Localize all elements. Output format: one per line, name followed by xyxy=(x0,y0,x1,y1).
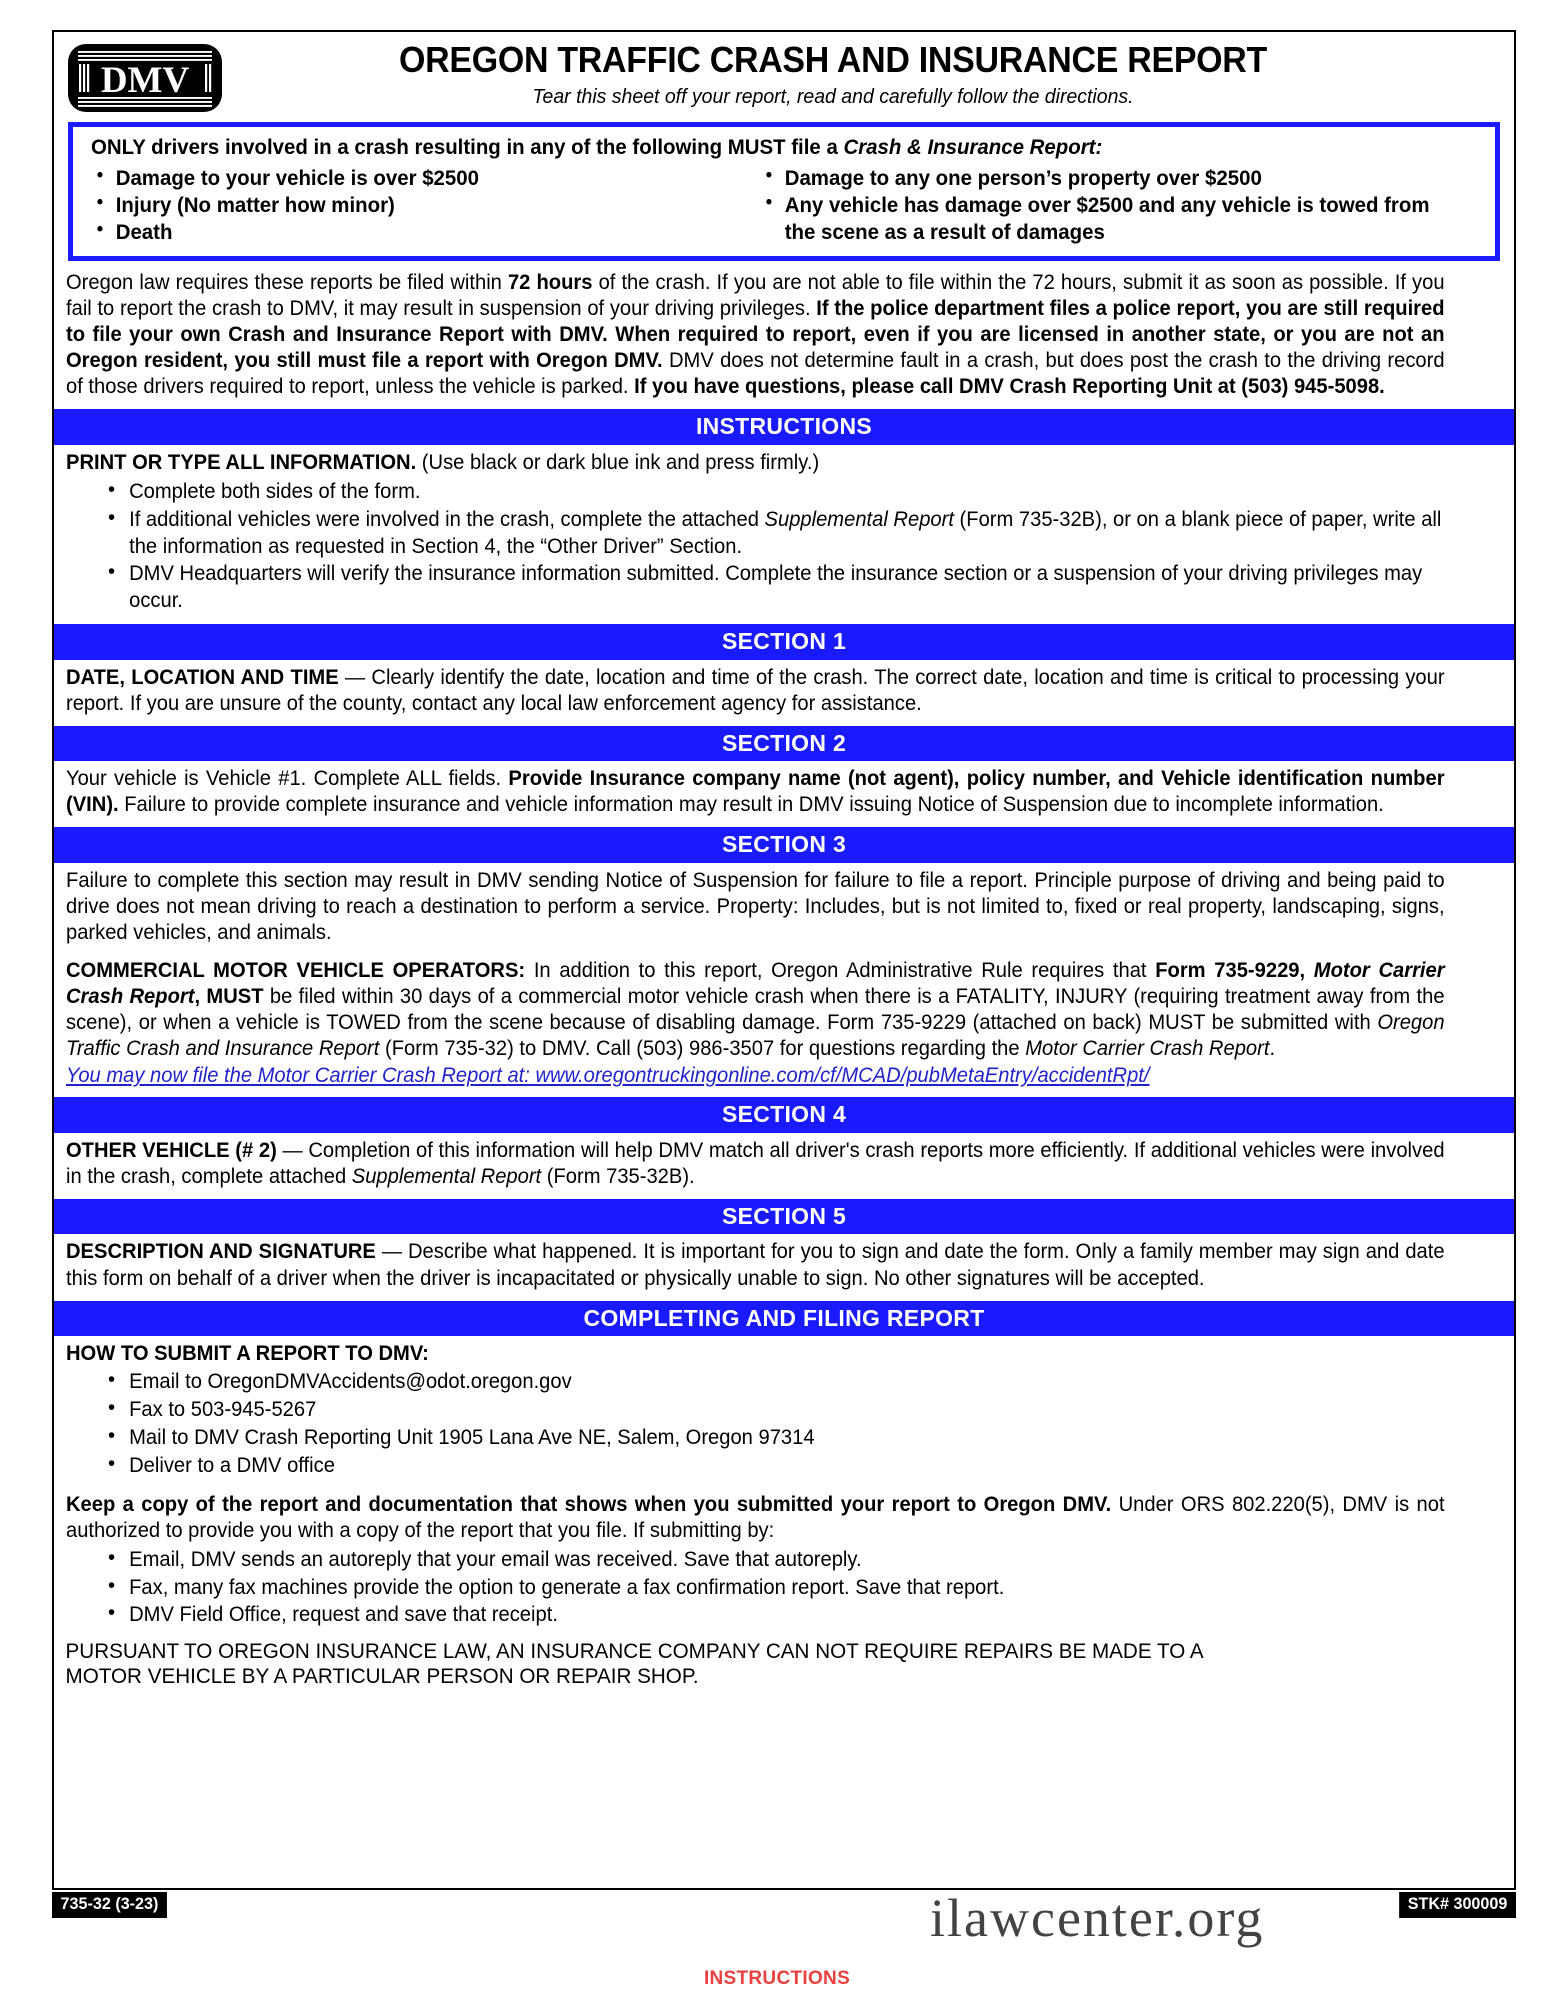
list-item xyxy=(108,507,1446,561)
list-item: • Any vehicle has damage over $2500 and any vehicle is towed from the scene as a result of damages xyxy=(760,192,1449,246)
list-item: • Damage to any one person’s property over $2500 xyxy=(760,165,1449,192)
section-bar-5: SECTION 5 xyxy=(54,1199,1514,1235)
intro-seg-1: Oregon law requires these reports be filed within xyxy=(66,271,508,295)
motor-carrier-url-link[interactable]: You may now file the Motor Carrier Crash Report at: www.oregontruckingonline.com/cf/MCAD/pubMetaEntry/accidentRpt/ xyxy=(66,1064,1150,1088)
cmv-report-title-3: Motor Carrier Crash Report xyxy=(1025,1037,1270,1061)
closing-line-1: PURSUANT TO OREGON INSURANCE LAW, AN INSURANCE COMPANY CAN NOT REQUIRE REPAIRS BE MADE TO A xyxy=(65,1639,1204,1664)
section1-body: — Clearly identify the date, location and time of the crash. The correct date, location and time is critical to processing your report. If you are unsure of the county, contact any local law enforcement agency for assistance. xyxy=(66,665,1445,715)
svg-text:DMV: DMV xyxy=(100,60,190,101)
section2-seg-3: Failure to provide complete insurance and vehicle information may result in DMV issuing Notice of Suspension due to incomplete information. xyxy=(118,793,1384,817)
notice-left-bullet-list xyxy=(91,165,760,246)
intro-seg-3: of the crash. If you are not able to file within the 72 hours, submit it as soon as possible. If you fail to report the crash to DMV, it may result in suspension of your driving privileges. xyxy=(66,271,1445,321)
section4-seg-1: — Completion of this information will help DMV match all driver's crash reports more efficiently. If additional vehicles were involved in the crash, complete attached xyxy=(66,1138,1445,1188)
cmv-form-number: Form 735-9229, xyxy=(1155,959,1306,983)
dmv-logo-icon xyxy=(66,42,224,114)
stock-number-badge: STK# 300009 xyxy=(1399,1892,1516,1918)
list-item: • Fax to 503-945-5267 xyxy=(108,1397,1446,1424)
instructions-lead-bold: PRINT OR TYPE ALL INFORMATION. xyxy=(66,450,417,474)
list-item: • Fax, many fax machines provide the option to generate a fax confirmation report. Save that report. xyxy=(108,1575,1446,1602)
list-item: • DMV Field Office, request and save that receipt. xyxy=(108,1602,1446,1629)
section5-body: — Describe what happened. It is important for you to sign and date the form. Only a family member may sign and date this form on behalf of a driver when the driver is incapacitated or physically unable to sign. No other signatures will be accepted. xyxy=(66,1240,1445,1290)
list-item: • Deliver to a DMV office xyxy=(108,1453,1446,1480)
closing-line-2: MOTOR VEHICLE BY A PARTICULAR PERSON OR REPAIR SHOP. xyxy=(65,1663,699,1688)
bullet-text-rest: (Form 735-32B), or on a blank piece of paper, write all the information as requested in Section 4, the “Other Driver” Section. xyxy=(129,507,1442,558)
watermark: ilawcenter.org xyxy=(930,1888,1265,1948)
list-item: • Damage to your vehicle is over $2500 xyxy=(91,165,727,192)
notice-heading xyxy=(91,135,1415,161)
cmv-seg-4: . xyxy=(1269,1037,1276,1061)
section-bar-3: SECTION 3 xyxy=(54,827,1514,863)
list-item: • Injury (No matter how minor) xyxy=(91,192,727,219)
intro-seg-4: If the police department files a police report, you are still required to file your own Crash and Insurance Report with DMV. When required to report, even if you are licensed in another state, or you are not an Oregon resident, you still must file a report with Oregon DMV. xyxy=(66,297,1445,373)
list-item: • Death xyxy=(91,219,727,246)
form-number-badge: 735-32 (3-23) xyxy=(52,1892,167,1918)
section2-seg-2: Provide Insurance company name (not agent), policy number, and Vehicle identification number (VIN). xyxy=(66,767,1445,817)
notice-heading-italic: Crash & Insurance Report: xyxy=(843,135,1103,159)
document-header xyxy=(54,32,1514,116)
section-bar-filing: COMPLETING AND FILING REPORT xyxy=(54,1301,1514,1337)
section5-lead: DESCRIPTION AND SIGNATURE xyxy=(66,1240,376,1264)
section-bar-4: SECTION 4 xyxy=(54,1097,1514,1133)
cmv-report-title-2: Oregon Traffic Crash and Insurance Report xyxy=(66,1011,1445,1061)
eligibility-notice-box xyxy=(68,122,1500,261)
section2-paragraph xyxy=(66,766,1445,818)
list-item xyxy=(108,479,1446,506)
section-bar-instructions: INSTRUCTIONS xyxy=(54,409,1514,445)
intro-contact-phone: If you have questions, please call DMV Crash Reporting Unit at (503) 945-5098. xyxy=(634,375,1385,399)
section3-paragraph-1: Failure to complete this section may result in DMV sending Notice of Suspension for failure to file a report. Principle purpose of driving and being paid to drive does not mean driving to reach a destination to perform a service. Property: Includes, but is not limited to, fixed or real property, landscaping, signs, parked vehicles, and animals. xyxy=(66,869,1445,945)
section4-supplemental-report: Supplemental Report xyxy=(351,1164,542,1188)
keep-copy-paragraph xyxy=(66,1492,1445,1544)
document-frame xyxy=(52,30,1516,1890)
section-bar-1: SECTION 1 xyxy=(54,624,1514,660)
intro-seg-5: DMV does not determine fault in a crash, but does post the crash to the driving record of those drivers required to report, unless the vehicle is parked. xyxy=(66,349,1445,399)
cmv-seg-2: be filed within 30 days of a commercial motor vehicle crash when there is a FATALITY, INJURY (requiring treatment away from the scene), or when a vehicle is TOWED from the scene because of disabling damage. Form 735-9229 (attached on back) MUST be submitted with xyxy=(66,985,1445,1035)
section4-paragraph xyxy=(66,1138,1445,1190)
list-item: • Mail to DMV Crash Reporting Unit 1905 Lana Ave NE, Salem, Oregon 97314 xyxy=(108,1425,1446,1452)
list-item: • Email to OregonDMVAccidents@odot.oregon.gov xyxy=(108,1369,1446,1396)
intro-paragraph xyxy=(66,270,1445,400)
how-to-submit-heading: HOW TO SUBMIT A REPORT TO DMV: xyxy=(66,1342,429,1366)
section1-lead: DATE, LOCATION AND TIME xyxy=(66,665,339,689)
instructions-bullet-list xyxy=(66,479,1502,615)
intro-72-hours: 72 hours xyxy=(507,271,593,295)
bullet-text: If additional vehicles were involved in the crash, complete the attached xyxy=(129,507,765,531)
keep-copy-rest: Under ORS 802.220(5), DMV is not authorized to provide you with a copy of the report that you file. If submitting by: xyxy=(66,1492,1445,1542)
notice-right-bullet-list xyxy=(760,165,1485,246)
submitting-by-bullet-list xyxy=(66,1547,1502,1630)
footer-label: INSTRUCTIONS xyxy=(703,1968,851,1989)
bullet-text-italic: Supplemental Report xyxy=(764,507,954,531)
bullet-text: DMV Headquarters will verify the insurance information submitted. Complete the insurance section or a suspension of your driving privileges may occur. xyxy=(129,562,1423,613)
notice-heading-plain: ONLY drivers involved in a crash resulting in any of the following MUST file a xyxy=(91,135,844,159)
list-item xyxy=(108,561,1446,615)
cmv-report-title: Motor Carrier Crash Report xyxy=(66,959,1445,1009)
cmv-lead: COMMERCIAL MOTOR VEHICLE OPERATORS: xyxy=(66,959,526,983)
list-item: • Email, DMV sends an autoreply that your email was received. Save that autoreply. xyxy=(108,1547,1446,1574)
section1-paragraph xyxy=(66,665,1445,717)
section5-paragraph xyxy=(66,1239,1445,1291)
cmv-must: , MUST xyxy=(194,985,264,1009)
keep-copy-bold: Keep a copy of the report and documentation that shows when you submitted your report to Oregon DMV. xyxy=(66,1492,1112,1516)
section3-cmv-paragraph xyxy=(66,958,1445,1062)
section4-lead: OTHER VEHICLE (# 2) xyxy=(66,1138,277,1162)
section4-seg-3: (Form 735-32B). xyxy=(541,1164,695,1188)
instructions-lead-rest: (Use black or dark blue ink and press firmly.) xyxy=(416,450,820,474)
page-title: OREGON TRAFFIC CRASH AND INSURANCE REPORT xyxy=(398,39,1268,80)
closing-statement xyxy=(54,1639,1456,1688)
how-to-submit-bullet-list xyxy=(66,1369,1502,1480)
instructions-lead xyxy=(66,450,1445,476)
section-bar-2: SECTION 2 xyxy=(54,726,1514,762)
page-subtitle: Tear this sheet off your report, read and carefully follow the directions. xyxy=(532,85,1134,109)
bullet-text: Complete both sides of the form. xyxy=(129,479,421,503)
section2-seg-1: Your vehicle is Vehicle #1. Complete ALL fields. xyxy=(66,767,509,791)
cmv-seg-3: (Form 735-32) to DMV. Call (503) 986-3507 for questions regarding the xyxy=(379,1037,1026,1061)
cmv-seg-1: In addition to this report, Oregon Administrative Rule requires that xyxy=(525,959,1156,983)
